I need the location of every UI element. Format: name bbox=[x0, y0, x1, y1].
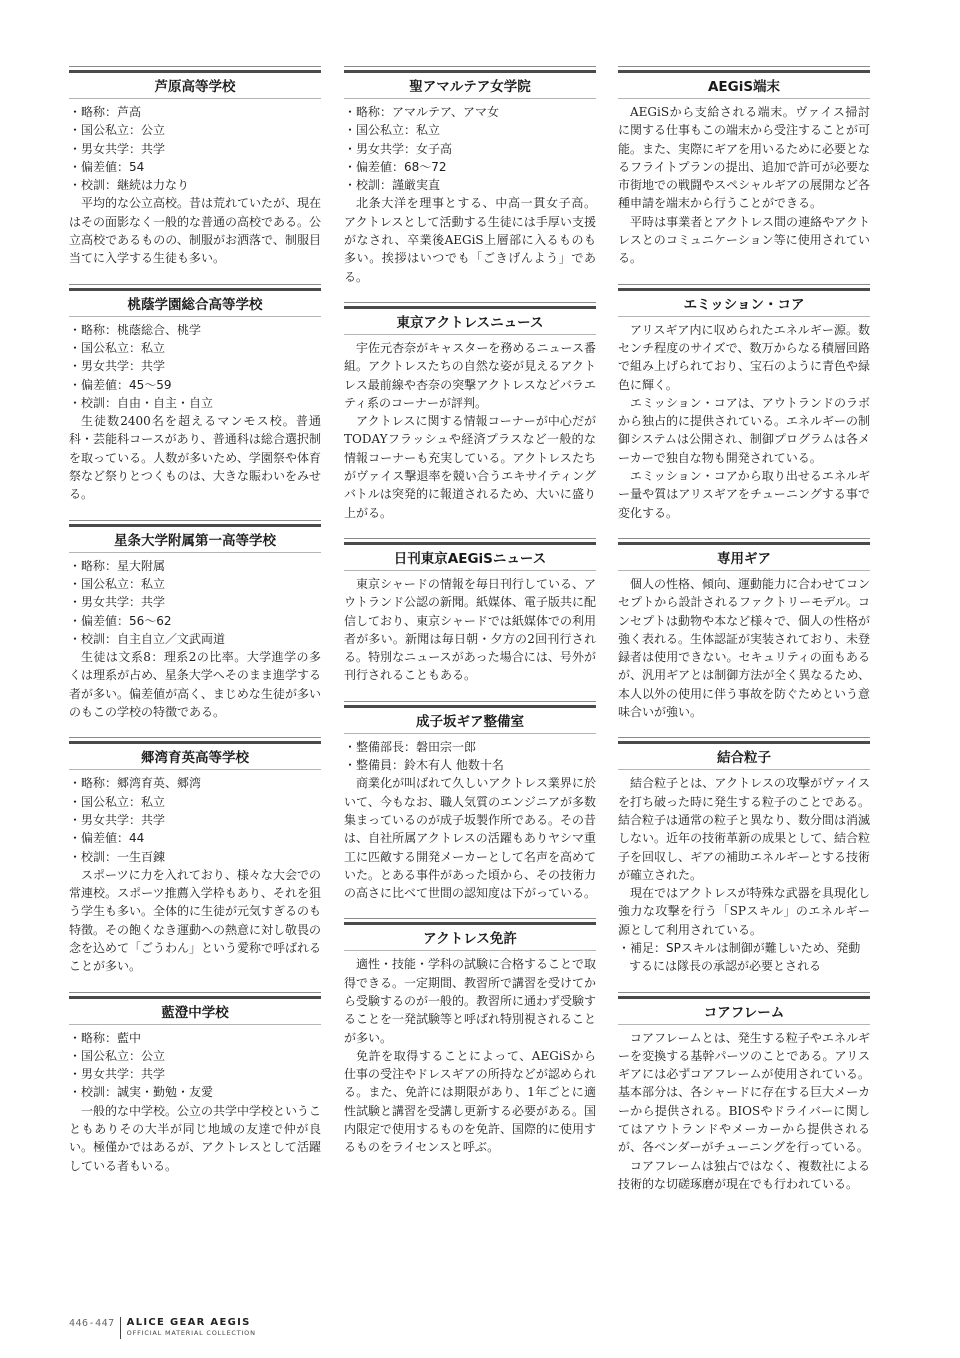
entry-paragraph: 生徒は文系8：理系2の比率。大学進学の多くは理系が占め、星条大学へそのまま進学する者が多い。偏差値が高く、まじめな生徒が多いのもこの学校の特徴である。 bbox=[69, 650, 321, 720]
entry-attribute: ・略称：芦高 bbox=[69, 105, 142, 119]
glossary-entry bbox=[344, 70, 596, 286]
glossary-entry bbox=[618, 996, 870, 1194]
entry-paragraph: 生徒数2400名を超えるマンモス校。普通科・芸能科コースがあり、普通科は総合選択制を取っている。人数が多いため、学園祭や体育祭など祭りとつくものは、大きな賑わいをみせる。 bbox=[69, 414, 321, 502]
glossary-entry bbox=[344, 705, 596, 903]
entry-paragraph: 適性・技能・学科の試験に合格することで取得できる。一定期間、教習所で講習を受けてから受験するのが一般的。教習所に通わず受験することを一発試験等と呼ばれ特別視されることが多い。 bbox=[344, 957, 597, 1045]
entry-body bbox=[344, 951, 596, 1156]
entry-title: エミッション・コア bbox=[618, 288, 870, 317]
entry-paragraph: アリスギア内に収められたエネルギー源。数センチ程度のサイズで、数万からなる積層回路で組み上げられており、宝石のように青色や緑色に輝く。 bbox=[618, 322, 871, 392]
entry-title: 郷湾育英高等学校 bbox=[69, 741, 321, 770]
entry-title: 桃蔭学園総合高等学校 bbox=[69, 288, 321, 317]
entry-paragraph: エミッション・コアは、アウトランドのラボから独占的に提供されている。エネルギーの制御システムは公開され、制御プログラムは各メーカーで独自な物も開発されている。 bbox=[618, 395, 871, 465]
glossary-entry bbox=[69, 524, 321, 722]
entry-title: 結合粒子 bbox=[618, 741, 870, 770]
entry-body bbox=[69, 99, 321, 268]
entry-attribute: ・男女共学：共学 bbox=[69, 1067, 166, 1082]
entry-attribute: ・偏差値：68〜72 bbox=[344, 159, 447, 174]
entry-attribute: ・略称：郷湾育英、郷湾 bbox=[69, 776, 202, 791]
entry-body bbox=[69, 317, 321, 504]
entry-body bbox=[618, 571, 870, 721]
entry-note: ・補足：SPスキルは制御が難しいため、発動するには隊長の承認が必要とされる bbox=[618, 940, 861, 974]
entry-attribute: ・国公私立：私立 bbox=[69, 794, 166, 809]
entry-body bbox=[69, 553, 321, 722]
entry-attribute: ・略称：藍中 bbox=[69, 1030, 142, 1045]
entry-attribute: ・男女共学：女子高 bbox=[344, 141, 453, 156]
glossary-entry bbox=[69, 741, 321, 975]
entry-attribute: ・国公私立：公立 bbox=[69, 1048, 166, 1063]
page-numbers: 446-447 bbox=[69, 1318, 115, 1329]
entry-paragraph: 個人の性格、傾向、運動能力に合わせてコンセプトから設計されるファクトリーモデル。コンセプトは動物や本など様々で、個人の性格が強く表れる。生体認証が実装されており、未登録者は使用できない。セキュリティの面もあるが、汎用ギアとは制御方法が全く異なるため、本人以外の使用に伴う事故を防ぐためという意味合いが強い。 bbox=[618, 576, 871, 720]
entry-attribute: ・国公私立：私立 bbox=[69, 340, 166, 355]
entry-title: 専用ギア bbox=[618, 542, 870, 571]
entry-attribute: ・整備員：鈴木有人 他数十名 bbox=[344, 758, 504, 773]
entry-paragraph: エミッション・コアから取り出せるエネルギー量や質はアリスギアをチューニングする事で変化する。 bbox=[618, 469, 870, 520]
entry-attribute: ・校訓：自主自立／文武両道 bbox=[69, 631, 226, 646]
entry-attribute: ・校訓：一生百錬 bbox=[69, 849, 166, 864]
glossary-entry bbox=[69, 70, 321, 268]
entry-attribute: ・略称：アマルテア、アマ女 bbox=[344, 105, 500, 119]
entry-attribute: ・整備部長：磐田宗一郎 bbox=[344, 739, 477, 754]
glossary-entry bbox=[344, 922, 596, 1156]
page-footer bbox=[69, 1317, 256, 1339]
entry-paragraph: 北条大洋を理事とする、中高一貫女子高。アクトレスとして活動する生徒には手厚い支援がなされ、卒業後AEGiS上層部に入るものも多い。挨拶はいつでも「ごきげんよう」である。 bbox=[344, 196, 596, 284]
entry-title: アクトレス免許 bbox=[344, 922, 596, 951]
entry-paragraph: 現在ではアクトレスが特殊な武器を具現化し強力な攻撃を行う「SPスキル」のエネルギー源として利用されている。 bbox=[618, 886, 870, 937]
entry-attribute: ・男女共学：共学 bbox=[69, 595, 166, 610]
entry-body bbox=[69, 1025, 321, 1175]
entry-title: 成子坂ギア整備室 bbox=[344, 705, 596, 734]
entry-attribute: ・校訓：謹厳実直 bbox=[344, 178, 441, 193]
entry-paragraph: 平均的な公立高校。昔は荒れていたが、現在はその面影なく一般的な普通の高校である。公立高校であるものの、制服がお洒落で、制服目当てに入学する生徒も多い。 bbox=[69, 196, 322, 266]
footer-divider bbox=[120, 1317, 121, 1339]
entry-attribute: ・略称：桃蔭総合、桃学 bbox=[69, 322, 202, 337]
glossary-entry bbox=[618, 542, 870, 721]
entry-paragraph: アクトレスに関する情報コーナーが中心だがTODAYフラッシュや経済プラスなど一般的な情報コーナーも充実している。アクトレスたちがヴァイス撃退率を競い合うエキサイティングバトルは突発的に報道されるため、大いに盛り上がる。 bbox=[344, 414, 596, 520]
column-right bbox=[618, 70, 870, 1213]
glossary-entry bbox=[69, 288, 321, 504]
entry-attribute: ・偏差値：44 bbox=[69, 831, 145, 846]
glossary-entry bbox=[344, 306, 596, 522]
entry-title: 聖アマルテア女学院 bbox=[344, 70, 596, 99]
entry-paragraph: 宇佐元杏奈がキャスターを務めるニュース番組。アクトレスたちの自然な姿が見えるアクトレス最前線や杏奈の突撃アクトレスなどバラエティ系のコーナーが評判。 bbox=[344, 340, 596, 410]
entry-paragraph: 平時は事業者とアクトレス間の連絡やアクトレスとのコミュニケーション等に使用されている。 bbox=[618, 214, 870, 266]
glossary-entry bbox=[618, 70, 870, 268]
entry-body bbox=[344, 99, 596, 286]
entry-body bbox=[618, 317, 870, 522]
entry-title: 藍澄中学校 bbox=[69, 996, 321, 1025]
column-left bbox=[69, 70, 321, 1195]
entry-title: AEGiS端末 bbox=[618, 70, 870, 99]
glossary-entry bbox=[618, 288, 870, 522]
entry-attribute: ・偏差値：56〜62 bbox=[69, 613, 172, 628]
entry-attribute: ・校訓：継続は力なり bbox=[69, 178, 190, 193]
entry-paragraph: AEGiSから支給される端末。ヴァイス掃討に関する仕事もこの端末から受注することが可能。また、実際にギアを用いるために必要となるフライトプランの提出、追加で許可が必要な市街地での戦闘やスペシャルギアの展開など各種申請を端末から行うことができる。 bbox=[618, 105, 871, 211]
entry-attribute: ・国公私立：私立 bbox=[344, 123, 441, 138]
entry-title: コアフレーム bbox=[618, 996, 870, 1025]
entry-paragraph: スポーツに力を入れており、様々な大会での常連校。スポーツ推薦入学枠もあり、それを狙う学生も多い。全体的に生徒が元気すぎるのも特徴。その飽くなき運動への熱意に対し敬畏の念を込めて「ごうわん」という愛称で呼ばれることが多い。 bbox=[69, 867, 322, 974]
entry-attribute: ・偏差値：45〜59 bbox=[69, 377, 172, 392]
entry-body bbox=[344, 734, 596, 903]
glossary-entry bbox=[344, 542, 596, 685]
footer-title: ALICE GEAR AEGIS bbox=[126, 1317, 251, 1328]
entry-title: 芦原高等学校 bbox=[69, 70, 321, 99]
entry-attribute: ・校訓：自由・自主・自立 bbox=[69, 395, 214, 410]
entry-attribute: ・国公私立：公立 bbox=[69, 123, 166, 138]
footer-subtitle: OFFICIAL MATERIAL COLLECTION bbox=[126, 1329, 256, 1337]
entry-attribute: ・男女共学：共学 bbox=[69, 812, 166, 827]
footer-brand bbox=[127, 1317, 256, 1338]
entry-title: 東京アクトレスニュース bbox=[344, 306, 596, 335]
entry-attribute: ・国公私立：私立 bbox=[69, 576, 166, 591]
entry-attribute: ・校訓：誠実・勤勉・友愛 bbox=[69, 1085, 214, 1100]
entry-paragraph: 東京シャードの情報を毎日刊行している、アウトランド公認の新聞。紙媒体、電子版共に配信しており、東京シャードでは紙媒体での利用者が多い。新聞は毎日朝・夕方の2回刊行される。特別なニュースがあった場合には、号外が刊行されることもある。 bbox=[344, 576, 597, 683]
entry-attribute: ・男女共学：共学 bbox=[69, 359, 166, 374]
glossary-entry bbox=[69, 996, 321, 1175]
entry-title: 星条大学附属第一高等学校 bbox=[69, 524, 321, 553]
entry-paragraph: コアフレームとは、発生する粒子やエネルギーを変換する基幹パーツのことである。アリスギアには必ずコアフレームが使用されている。基本部分は、各シャードに存在する巨大メーカーから提供される。BIOSやドライバーに関してはアウトランドやメーカーから提供されるが、各ベンダーがチューニングを行っている。 bbox=[618, 1030, 870, 1155]
entry-attribute: ・偏差値：54 bbox=[69, 159, 145, 174]
entry-attribute: ・男女共学：共学 bbox=[69, 141, 166, 156]
entry-paragraph: 結合粒子とは、アクトレスの攻撃がヴァイスを打ち破った時に発生する粒子のことである。結合粒子は通常の粒子と異なり、数分間は消滅しない。近年の技術革新の成果として、結合粒子を回収し、ギアの補助エネルギーとする技術が確立された。 bbox=[618, 776, 871, 882]
entry-title: 日刊東京AEGiSニュース bbox=[344, 542, 596, 571]
entry-body bbox=[618, 770, 870, 975]
entry-body bbox=[344, 571, 596, 685]
entry-body bbox=[618, 99, 870, 268]
entry-paragraph: 免許を取得することによって、AEGiSから仕事の受注やドレスギアの所持などが認められる。また、免許には期限があり、1年ごとに適性試験と講習を受講し更新する必要がある。国内限定で使用するものを免許、国際的に使用するものをライセンスと呼ぶ。 bbox=[344, 1048, 597, 1155]
entry-paragraph: コアフレームは独占ではなく、複数社による技術的な切磋琢磨が現在でも行われている。 bbox=[618, 1158, 870, 1191]
entry-attribute: ・略称：星大附属 bbox=[69, 558, 166, 573]
entry-body bbox=[344, 335, 596, 522]
entry-body bbox=[618, 1025, 870, 1194]
glossary-entry bbox=[618, 741, 870, 975]
entry-paragraph: 一般的な中学校。公立の共学中学校ということもありその大半が同じ地域の友達で仲が良い。極僅かではあるが、アクトレスとして活躍している者もいる。 bbox=[69, 1103, 322, 1173]
column-middle bbox=[344, 70, 596, 1177]
entry-body bbox=[69, 770, 321, 975]
entry-paragraph: 商業化が叫ばれて久しいアクトレス業界に於いて、今もなお、職人気質のエンジニアが多数集まっているのが成子坂製作所である。その昔は、自社所属アクトレスの活躍もありヤシマ重工に匹敵する開発メーカーとして名声を高めていた。とある事件があった頃から、その技術力の高さに比べて世間の認知度は下がっている。 bbox=[344, 776, 597, 901]
